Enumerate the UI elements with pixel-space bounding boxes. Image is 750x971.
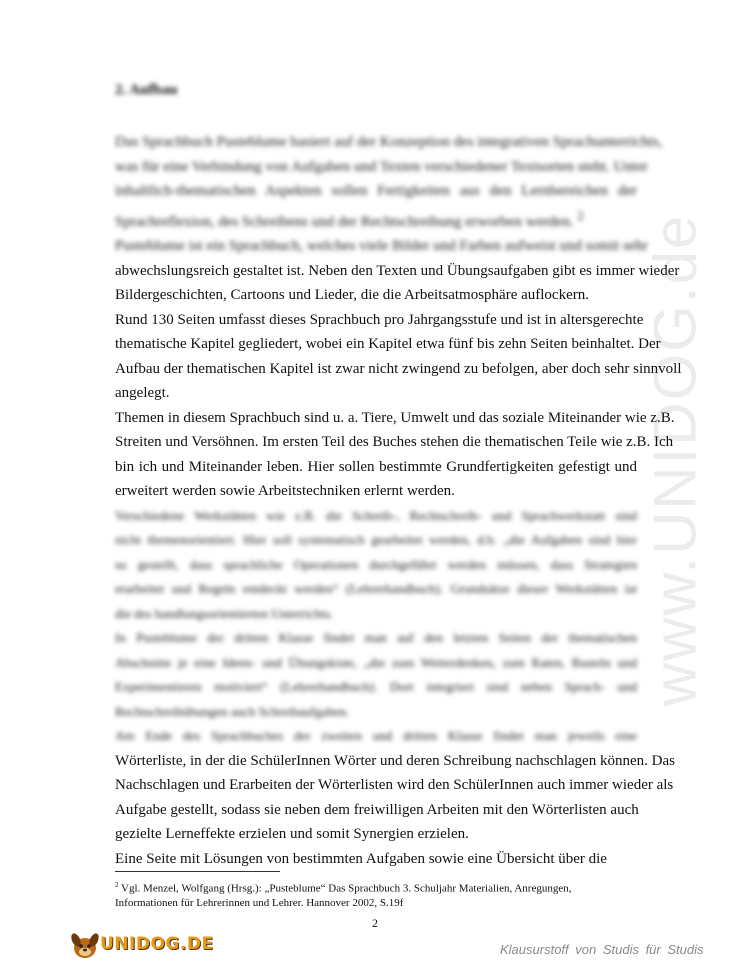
footnote-line-1: Vgl. Menzel, Wolfgang (Hrsg.): „Pusteblume“ Das Sprachbuch 3. Schuljahr Materialien, Anregungen,	[118, 882, 572, 895]
footnote-marker: 2	[577, 208, 584, 223]
text-line: Aufbau der thematischen Kapitel ist zwar nicht zwingend zu befolgen, aber doch sehr sinnvoll	[115, 360, 682, 377]
watermark	[640, 213, 710, 707]
text-line: Pusteblume ist ein Sprachbuch, welches viele Bilder und Farben aufweist und somit sehr	[115, 238, 648, 254]
text-line: erarbeitet und Regeln entdeckt werden“ (Lehrerhandbuch). Grundsätze dieser Werkstätten ist	[115, 581, 637, 596]
tagline: Klausurstoff von Studis für Studis	[500, 942, 704, 957]
paragraph-3	[115, 406, 675, 504]
text-line: inhaltlich-thematischen Aspekten sollen Fertigkeiten aus den Lernbereichen der	[115, 183, 637, 199]
unidog-logo	[68, 928, 214, 962]
footnote-number: 2	[115, 881, 119, 889]
paragraph-blurred-4	[115, 504, 637, 627]
text-line: Das Sprachbuch Pusteblume basiert auf der Konzeption des integrativen Sprachunterrichts,	[115, 134, 663, 150]
text-line: nicht themenorientiert. Hier soll systematisch gearbeitet werden, d.h. „die Aufgaben sind hier	[115, 532, 637, 547]
text-line: Aufgabe gestellt, sodass sie neben dem freiwilligen Arbeiten mit den Wörterlisten auch	[115, 801, 639, 818]
text-line: Am Ende des Sprachbuches der zweiten und dritten Klasse findet man jeweils eine	[115, 728, 637, 743]
section-heading: 2. Aufbau	[115, 82, 178, 98]
text-line: Rechtschreibübungen auch Schreibaufgaben.	[115, 703, 350, 719]
footnote-divider	[115, 871, 280, 872]
text-line: so gestellt, dass sprachliche Operationen durchgeführt werden müssen, dass Strategien	[115, 556, 637, 572]
text-line: Abschnitte je eine Ideen- und Übungskiste, „die zum Weiterdenken, zum Raten, Basteln und	[115, 654, 637, 670]
page-number: 2	[372, 916, 378, 930]
text-line: Themen in diesem Sprachbuch sind u. a. Tiere, Umwelt und das soziale Miteinander wie z.B.	[115, 409, 675, 426]
logo-wordmark: UNIDOG.DE	[100, 934, 214, 954]
text-line: Eine Seite mit Lösungen von bestimmten Aufgaben sowie eine Übersicht über die	[115, 850, 607, 867]
paragraph-blurred-1	[115, 130, 663, 259]
text-line: Verschiedene Werkstätten wie z.B. die Schreib-, Rechtschreib- und Sprachwerkstatt sind	[115, 507, 637, 523]
text-line: Streiten und Versöhnen. Im ersten Teil des Buches stehen die thematischen Teile wie z.B. Ich	[115, 434, 674, 450]
footnote	[115, 878, 635, 910]
watermark-text: www.UNIDOG.de	[641, 213, 709, 707]
paragraph-blurred-5	[115, 626, 637, 749]
text-line: gezielte Lerneffekte erzielen und somit Synergien erzielen.	[115, 826, 469, 842]
text-line: abwechslungsreich gestaltet ist. Neben den Texten und Übungsaufgaben gibt es immer wieder	[115, 262, 680, 279]
text-line: erweitert werden sowie Arbeitstechniken erlernt werden.	[115, 483, 455, 499]
text-line: Nachschlagen und Erarbeiten der Wörterlisten wird den SchülerInnen auch immer wieder als	[115, 777, 674, 793]
dog-mascot-icon	[68, 928, 102, 962]
text-line: Rund 130 Seiten umfasst dieses Sprachbuch pro Jahrgangsstufe und ist in altersgerechte	[115, 311, 644, 328]
paragraph-2	[115, 308, 682, 406]
paragraph-1-continued	[115, 259, 680, 308]
text-line: angelegt.	[115, 385, 170, 401]
text-line: thematische Kapitel gegliedert, wobei ein Kapitel etwa fünf bis zehn Seiten beinhaltet. Der	[115, 336, 661, 352]
text-line: Bildergeschichten, Cartoons und Lieder, die die Arbeitsatmosphäre auflockern.	[115, 287, 589, 303]
text-line: die des handlungsorientierten Unterrichts.	[115, 605, 334, 621]
text-line: In Pusteblume der dritten Klasse findet man auf den letzten Seiten der thematischen	[115, 630, 637, 645]
text-line: Sprachreflexion, des Schreibens und der Rechtschreibung erworben werden. $^2$	[115, 208, 584, 230]
text-line: Experimentieren motiviert“ (Lehrerhandbuch). Dort integriert sind neben Sprach- und	[115, 679, 637, 694]
footnote-line-2: Informationen für Lehrerinnen und Lehrer. Hannover 2002, S.19f	[115, 896, 404, 909]
text-line: Wörterliste, in der die SchülerInnen Wörter und deren Schreibung nachschlagen können. Das	[115, 752, 675, 769]
text-line: bin ich und Miteinander leben. Hier sollen bestimmte Grundfertigkeiten gefestigt und	[115, 458, 637, 475]
paragraph-5-continued	[115, 749, 675, 847]
paragraph-6	[115, 847, 637, 872]
text-line: was für eine Verbindung von Aufgaben und Texten verschiedener Textsorten steht. Unter	[115, 158, 648, 175]
